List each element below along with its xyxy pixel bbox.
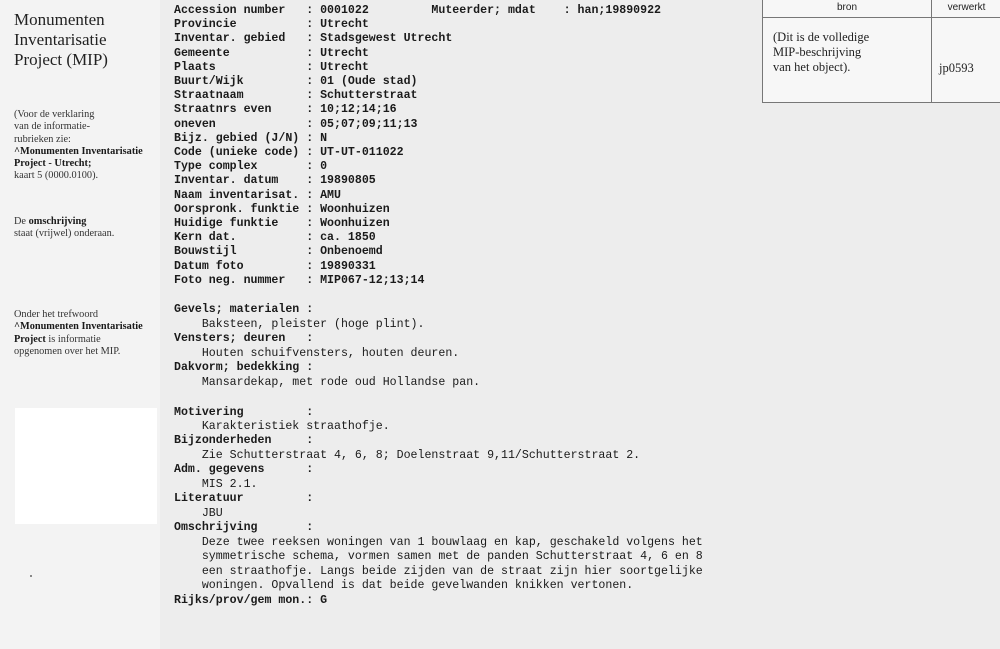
bron-line: (Dit is de volledige [773, 30, 870, 44]
description-location-note [14, 216, 160, 241]
record-line: Plaats : Utrecht [174, 60, 369, 74]
source-table [762, 0, 1000, 103]
record-line: een straathofje. Langs beide zijden van de straat zijn hier soortgelijke [174, 564, 703, 578]
record-line: Code (unieke code) : UT-UT-011022 [174, 146, 404, 159]
title-line: Monumenten [14, 10, 105, 29]
verwerkt-header: verwerkt [947, 2, 986, 13]
record-line: Houten schuifvensters, houten deuren. [174, 346, 460, 360]
record-line: Mansardekap, met rode oud Hollandse pan. [174, 375, 481, 389]
speck [30, 575, 32, 577]
note-line: kaart 5 (0000.0100). [14, 170, 99, 182]
source-table-header [763, 0, 1000, 18]
note-bold-line: Project - Utrecht; [14, 158, 92, 170]
bron-header: bron [836, 2, 857, 13]
record-line: Literatuur : [174, 492, 314, 505]
title-line: Project (MIP) [14, 50, 108, 69]
record-line: Zie Schutterstraat 4, 6, 8; Doelenstraat 9,11/Schutterstraat 2. [174, 448, 641, 462]
record-line: Datum foto : 19890331 [174, 259, 376, 273]
record-line: Inventar. gebied : Stadsgewest Utrecht [174, 32, 453, 46]
record-line: JBU [174, 506, 223, 520]
note-bold-text: omschrijving [28, 216, 87, 227]
record-line: Foto neg. nummer : MIP067-12;13;14 [174, 273, 425, 287]
record-line: Bijz. gebied (J/N) : N [174, 131, 328, 145]
record-line: Gevels; materialen : [174, 303, 314, 316]
note-bold-line: ^Monumenten Inventarisatie [14, 321, 143, 333]
record-line: Oorspronk. funktie : Woonhuizen [174, 202, 390, 216]
record-line: Bouwstijl : Onbenoemd [174, 245, 383, 259]
record-line: Omschrijving : [174, 521, 314, 534]
record-line: woningen. Opvallend is dat beide gevelwanden knikken vertonen. [174, 579, 634, 592]
note-line: Onder het trefwoord [14, 309, 99, 320]
record-line: Baksteen, pleister (hoge plint). [174, 317, 425, 331]
explanation-note [14, 109, 160, 183]
title-line: Inventarisatie [14, 30, 107, 49]
note-text: De [14, 216, 29, 227]
keyword-note [14, 309, 160, 358]
left-margin-panel [0, 0, 160, 649]
note-line: opgenomen over het MIP. [14, 345, 121, 357]
record-line: Inventar. datum : 19890805 [174, 174, 376, 188]
record-line: Huidige funktie : Woonhuizen [174, 217, 390, 230]
verwerkt-cell: jp0593 [939, 61, 974, 75]
document-title [14, 10, 154, 70]
bron-line: van het object). [773, 60, 851, 74]
note-bold-line: ^Monumenten Inventarisatie [14, 145, 143, 157]
record-line: Bijzonderheden : [174, 434, 314, 447]
note-line: rubrieken zie: [14, 133, 71, 145]
record-line: MIS 2.1. [174, 477, 258, 491]
record-line: Vensters; deuren : [174, 332, 314, 345]
record-line: Provincie : Utrecht [174, 18, 369, 32]
note-line: (Voor de verklaring [14, 109, 95, 120]
record-line: Deze twee reeksen woningen van 1 bouwlaag en kap, geschakeld volgens het [174, 535, 703, 549]
note-bold-text: Project [14, 333, 46, 345]
record-line: Motivering : [174, 406, 314, 419]
record-line: Gemeente : Utrecht [174, 46, 369, 60]
record-line: Rijks/prov/gem mon.: G [174, 593, 328, 607]
blank-white-box [15, 408, 157, 524]
record-line: Karakteristiek straathofje. [174, 420, 390, 433]
record-line: Naam inventarisat. : AMU [174, 188, 341, 202]
note-line: staat (vrijwel) onderaan. [14, 228, 115, 240]
record-line: oneven : 05;07;09;11;13 [174, 117, 418, 131]
bron-cell [773, 30, 931, 75]
record-line: Dakvorm; bedekking : [174, 361, 314, 374]
record-line: Buurt/Wijk : 01 (Oude stad) [174, 75, 418, 88]
record-line: Kern dat. : ca. 1850 [174, 231, 376, 245]
note-text: is informatie [45, 333, 101, 345]
record-line: Adm. gegevens : [174, 463, 314, 476]
record-line: Accession number : 0001022 Muteerder; mdat : han;19890922 [174, 4, 662, 17]
record-line: symmetrische schema, vormen samen met de panden Schutterstraat 4, 6 en 8 [174, 550, 703, 563]
record-line: Straatnrs even : 10;12;14;16 [174, 103, 397, 117]
column-divider [931, 0, 932, 102]
record-line: Type complex : 0 [174, 160, 328, 174]
record-line: Straatnaam : Schutterstraat [174, 89, 418, 103]
bron-line: MIP-beschrijving [773, 45, 862, 59]
note-line: van de informatie- [14, 121, 91, 133]
